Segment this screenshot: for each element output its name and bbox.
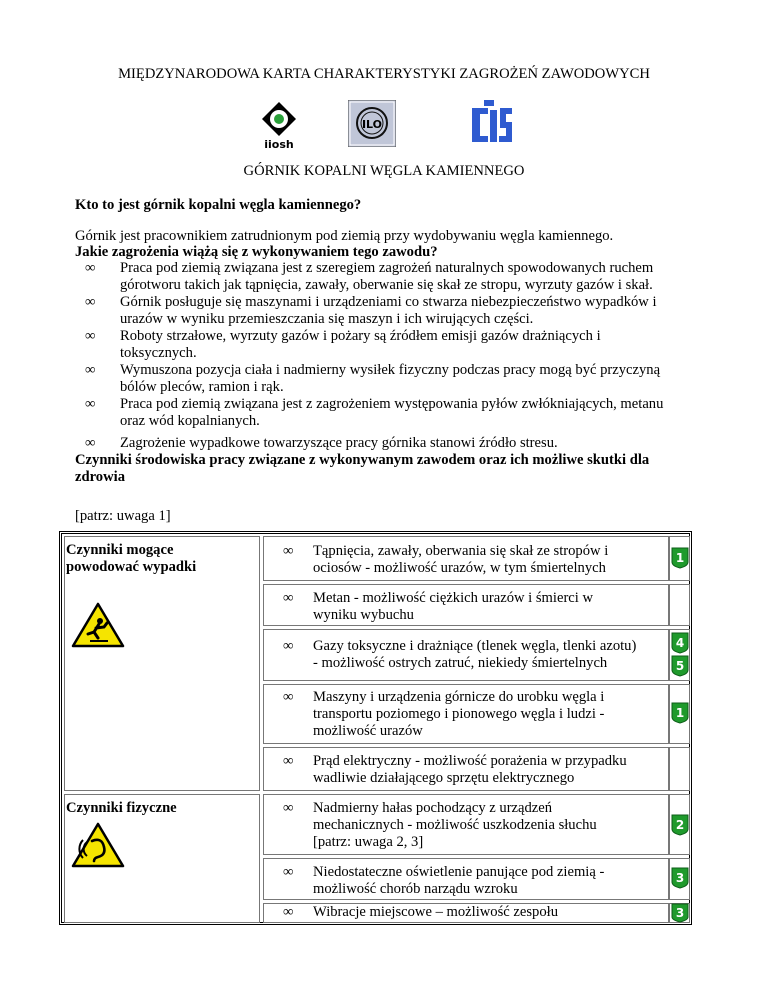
ilo-logo (348, 100, 396, 147)
infinity-bullet-icon: ∞ (283, 689, 294, 705)
svg-text:5: 5 (675, 659, 685, 673)
list-item: ∞ Praca pod ziemią związana jest z zagrożeniem występowania pyłów zwłókniających, metanu oraz wód kopalnianych. (85, 396, 664, 429)
badge-2-icon (670, 814, 690, 836)
iiosh-logo (259, 100, 299, 150)
svg-text:4: 4 (675, 636, 685, 650)
category-label-accidents: Czynniki mogące powodować wypadki (66, 542, 197, 575)
question-who: Kto to jest górnik kopalni węgla kamiennego? (75, 197, 362, 213)
svg-text:1: 1 (675, 706, 685, 720)
list-item: ∞ Wymuszona pozycja ciała i nadmierny wysiłek fizyczny podczas pracy mogą być przyczyną bólów pleców, ramion i rąk. (85, 362, 661, 395)
hazard-item-vibration: ∞ Wibracje miejscowe – możliwość zespołu (283, 904, 558, 920)
infinity-bullet-icon: ∞ (85, 294, 96, 310)
document-title: MIĘDZYNARODOWA KARTA CHARAKTERYSTYKI ZAGROŻEŃ ZAWODOWYCH (118, 66, 650, 82)
infinity-bullet-icon: ∞ (283, 638, 294, 654)
svg-text:3: 3 (675, 906, 685, 920)
hazard-item-methane: ∞ Metan - możliwość ciężkich urazów i śmierci w wyniku wybuchu (283, 590, 594, 623)
infinity-bullet-icon: ∞ (85, 396, 96, 412)
note-reference: [patrz: uwaga 1] (75, 508, 171, 524)
infinity-bullet-icon: ∞ (283, 543, 294, 559)
cis-logo (468, 100, 514, 144)
noise-warning-icon (70, 821, 126, 869)
infinity-bullet-icon: ∞ (85, 328, 96, 344)
iiosh-logo-text: iiosh (264, 138, 294, 150)
falling-person-warning-icon (70, 601, 126, 649)
infinity-bullet-icon: ∞ (85, 362, 96, 378)
badge-3-icon (670, 903, 690, 923)
badge-cell (669, 584, 690, 626)
infinity-bullet-icon: ∞ (85, 435, 96, 451)
badge-5-icon (670, 655, 690, 677)
stress-item: ∞ Zagrożenie wypadkowe towarzyszące pracy górnika stanowi źródło stresu. (85, 435, 558, 451)
category-label-physical: Czynniki fizyczne (66, 800, 177, 816)
svg-text:3: 3 (675, 871, 685, 885)
ilo-logo-text: ILO (361, 118, 383, 131)
logo-row (0, 100, 768, 150)
hazard-table (59, 531, 692, 925)
hazard-item-toxic-gases: ∞ Gazy toksyczne i drażniące (tlenek węgla, tlenki azotu) - możliwość ostrych zatruć, niekiedy śmiertelnych (283, 638, 637, 671)
document-subtitle: GÓRNIK KOPALNI WĘGLA KAMIENNEGO (243, 163, 525, 179)
svg-text:2: 2 (675, 818, 685, 832)
infinity-bullet-icon: ∞ (85, 260, 96, 276)
list-item: ∞ Praca pod ziemią związana jest z szeregiem zagrożeń naturalnych spowodowanych ruchem górotworu takich jak tąpnięcia, zawały, oberwanie się skał ze stropu, wyrzuty gazów i skał. (85, 260, 654, 293)
hazard-list (75, 260, 715, 430)
badge-4-icon (670, 632, 690, 654)
infinity-bullet-icon: ∞ (283, 864, 294, 880)
hazard-item-machinery: ∞ Maszyny i urządzenia górnicze do urobku węgla i transportu poziomego i pionowego węgla i ludzi - możliwość urazów (283, 689, 605, 739)
badge-1-icon (670, 547, 690, 569)
badge-cell (669, 747, 690, 791)
svg-text:1: 1 (675, 551, 685, 565)
question-factors: Czynniki środowiska pracy związane z wykonywanym zawodem oraz ich możliwe skutki dla zdrowia (75, 452, 650, 485)
question-hazards: Jakie zagrożenia wiążą się z wykonywaniem tego zawodu? (75, 244, 438, 260)
hazard-item-electricity: ∞ Prąd elektryczny - możliwość porażenia w przypadku wadliwie działającego sprzętu elektrycznego (283, 753, 627, 786)
hazard-item-lighting: ∞ Niedostateczne oświetlenie panujące pod ziemią - możliwość chorób narządu wzroku (283, 864, 605, 897)
infinity-bullet-icon: ∞ (283, 753, 294, 769)
infinity-bullet-icon: ∞ (283, 800, 294, 816)
list-item: ∞ Górnik posługuje się maszynami i urządzeniami co stwarza niebezpieczeństwo wypadków i urazów w wyniku przemieszczania się maszyn i ich wirujących części. (85, 294, 657, 327)
hazard-item-rockfalls: ∞ Tąpnięcia, zawały, oberwania się skał ze stropów i ociosów - możliwość urazów, w tym śmiertelnych (283, 543, 609, 576)
infinity-bullet-icon: ∞ (283, 904, 294, 920)
hazard-item-noise: ∞ Nadmierny hałas pochodzący z urządzeń mechanicznych - możliwość uszkodzenia słuchu [patrz: uwaga 2, 3] (283, 800, 597, 850)
list-item: ∞ Roboty strzałowe, wyrzuty gazów i pożary są źródłem emisji gazów drażniących i toksycznych. (85, 328, 601, 361)
badge-1-icon (670, 702, 690, 724)
infinity-bullet-icon: ∞ (283, 590, 294, 606)
badge-3-icon (670, 867, 690, 889)
answer-who: Górnik jest pracownikiem zatrudnionym pod ziemią przy wydobywaniu węgla kamiennego. (75, 228, 614, 244)
